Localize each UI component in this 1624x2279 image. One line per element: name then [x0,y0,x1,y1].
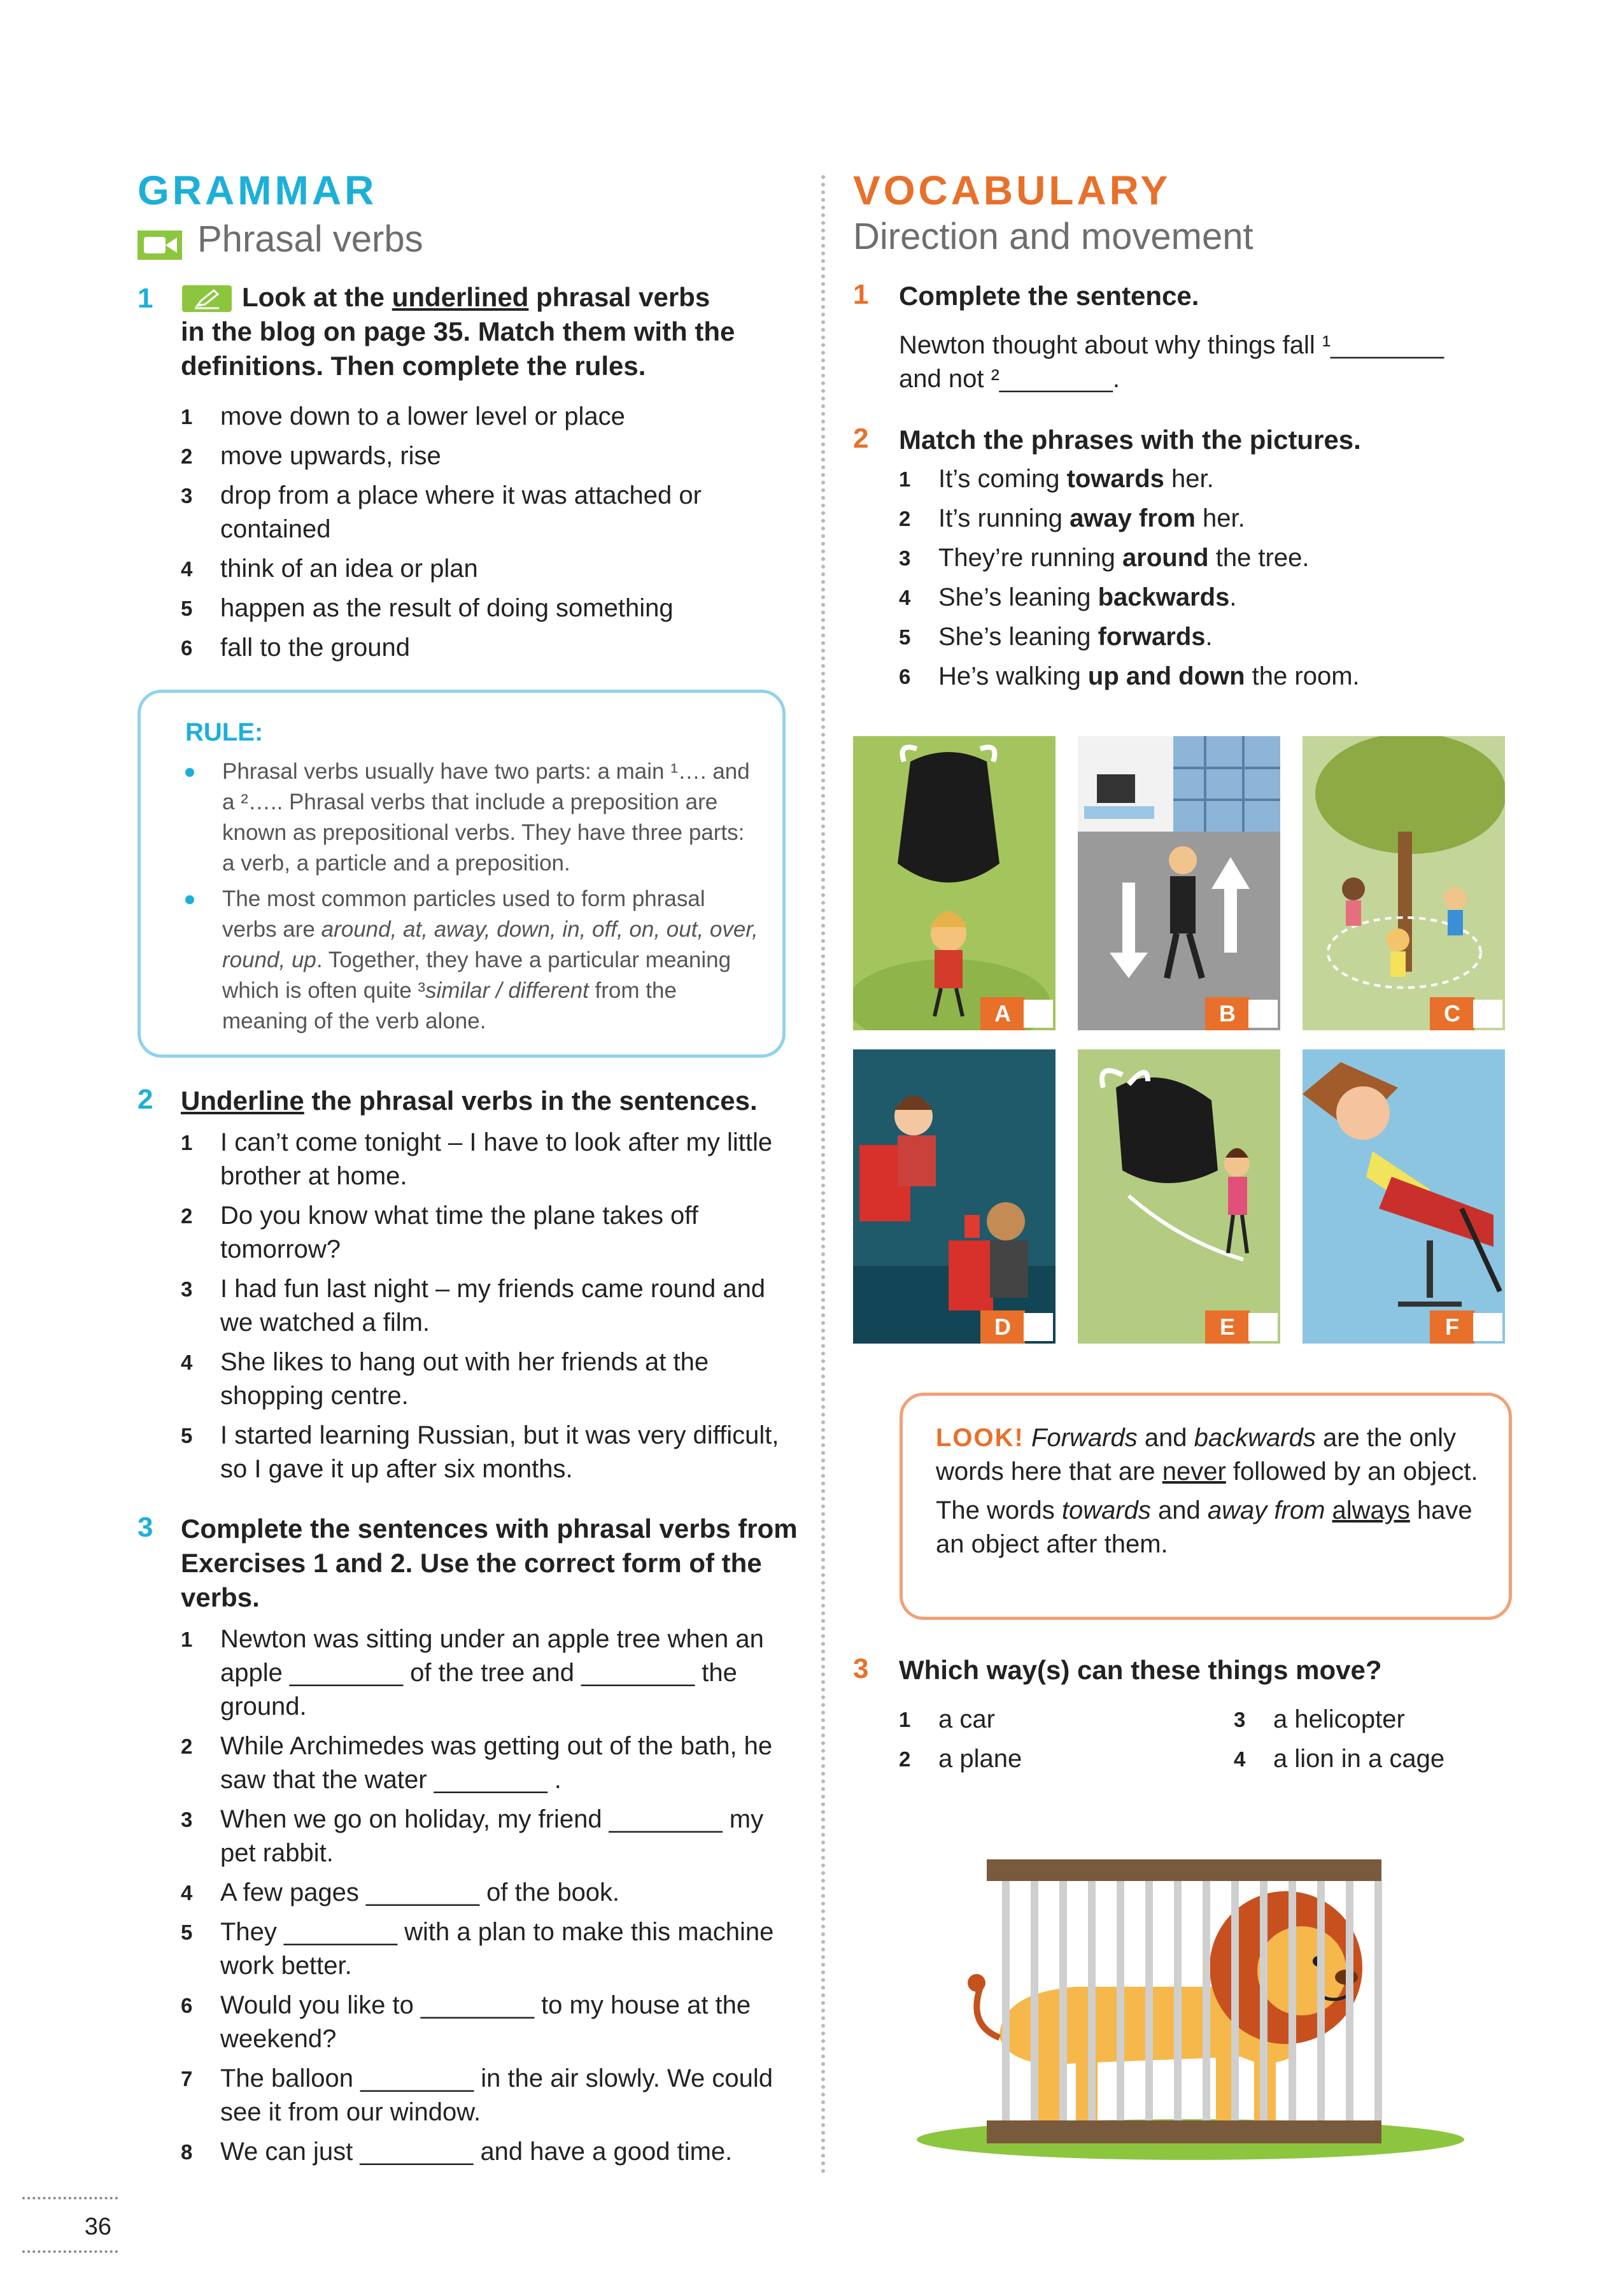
woman-leaning-back-chair-illustration [1303,1049,1505,1344]
grammar-ex1-line3: definitions. Then complete the rules. [181,351,646,381]
grammar-ex3-line3: verbs. [181,1582,260,1612]
list-item: 2 move upwards, rise [181,442,441,470]
list-item: 1 move down to a lower level or place [181,402,625,430]
vocab-ex1-line1: Newton thought about why things fall ¹________ [899,331,1444,359]
list-item: 2 It’s running away from her. [899,504,1245,532]
grammar-ex2-number: 2 [138,1084,153,1115]
vocab-ex1-number: 1 [853,279,869,310]
answer-box[interactable] [1024,1000,1053,1028]
bull-running-away-illustration [1078,1049,1280,1344]
vocab-ex2-list [899,462,1510,699]
grammar-ex3-list [181,1622,779,2175]
grammar-ex3-number: 3 [138,1512,153,1543]
list-item: 4 think of an idea or plan [181,555,478,583]
grammar-ex3-line2: Exercises 1 and 2. Use the correct form of the [181,1548,762,1578]
answer-box[interactable] [1024,1313,1053,1341]
man-walking-room-illustration [1078,736,1280,1030]
picture-f [1303,1049,1505,1344]
vocab-ex3-list-right [1234,1703,1514,1782]
grammar-subtitle: Phrasal verbs [197,218,423,260]
grammar-title: GRAMMAR [138,167,378,213]
grammar-ex1-number: 1 [138,283,153,314]
vocab-ex1-instruction: Complete the sentence. [899,281,1199,311]
list-item: 6 He’s walking up and down the room. [899,662,1360,690]
list-item: 1 I can’t come tonight – I have to look after my little brother at home. [181,1128,773,1190]
list-item: 3 I had fun last night – my friends came round and we watched a film. [181,1275,766,1337]
vocab-ex2-number: 2 [853,423,869,454]
vocab-ex3-instruction: Which way(s) can these things move? [899,1655,1382,1685]
bullet-icon [185,895,194,904]
picture-label: F [1430,1310,1474,1344]
picture-label: E [1205,1310,1250,1344]
list-item: 4 She likes to hang out with her friends at the shopping centre. [181,1348,709,1410]
answer-box[interactable] [1473,1000,1502,1028]
list-item: 3 drop from a place where it was attached or contained [181,481,702,543]
answer-box[interactable] [1473,1313,1502,1341]
rule-label: RULE: [185,718,264,746]
list-item: 3 When we go on holiday, my friend ________ my pet rabbit. [181,1805,764,1867]
cinema-audience-illustration [853,1049,1056,1344]
vocab-ex3-list-left [899,1703,1179,1782]
list-item: 5 They ________ with a plan to make this machine work better. [181,1918,774,1980]
picture-label: B [1205,997,1250,1030]
look-sentence-2: The words towards and away from always have an object after them. [936,1496,1472,1558]
vocabulary-subtitle: Direction and movement [853,216,1253,257]
rule-item: Phrasal verbs usually have two parts: a main ¹…. and a ²….. Phrasal verbs that include a preposition are known as prepositional verbs. They have three parts: a verb, a particle and a preposition. [185,756,758,879]
picture-b [1078,736,1280,1030]
list-item: 6 Would you like to ________ to my house at the weekend? [181,1991,751,2053]
page-number: 36 [84,2213,111,2240]
list-item: 1 a car [899,1705,995,1733]
vocab-ex1-line2: and not ²________. [899,365,1120,393]
list-item: 2 Do you know what time the plane takes off tomorrow? [181,1202,698,1263]
look-box [900,1393,1512,1620]
picture-e [1078,1049,1280,1344]
picture-label: A [980,997,1025,1030]
bullet-icon [185,768,194,777]
vocab-ex3-number: 3 [853,1653,869,1684]
picture-label: C [1430,997,1474,1030]
rule-box [138,690,786,1058]
rule-item: The most common particles used to form phrasal verbs are around, at, away, down, in, off, on, out, over, round, up. Together, they have a particular meaning which is often quite ³similar / different from the meaning of the verb alone. [185,884,758,1037]
list-item: 3 a helicopter [1234,1705,1405,1733]
list-item: 7 The balloon ________ in the air slowly. We could see it from our window. [181,2064,773,2126]
lion-in-cage-illustration [910,1847,1471,2165]
vocab-ex2-instruction: Match the phrases with the pictures. [899,425,1361,455]
vocabulary-title: VOCABULARY [853,167,1171,213]
list-item: 2 While Archimedes was getting out of the bath, he saw that the water ________ . [181,1732,773,1794]
look-text [936,1421,1483,1561]
column-divider [821,175,825,2175]
children-around-tree-illustration [1303,736,1505,1030]
video-icon [138,231,182,260]
picture-c [1303,736,1505,1030]
grammar-ex1-list [181,400,754,671]
grammar-ex1-line1: Look at the underlined phrasal verbs [242,282,710,312]
bull-charging-illustration [853,736,1056,1030]
page-number-box [22,2197,118,2253]
picture-a [853,736,1056,1030]
grammar-ex1-line2: in the blog on page 35. Match them with the [181,316,735,346]
grammar-ex2-instruction: Underline the phrasal verbs in the sentences. [181,1086,758,1116]
rule-list [185,756,758,1042]
list-item: 6 fall to the ground [181,634,410,662]
list-item: 1 It’s coming towards her. [899,465,1214,493]
list-item: 8 We can just ________ and have a good time. [181,2138,733,2166]
list-item: 1 Newton was sitting under an apple tree when an apple ________ of the tree and ________ the ground. [181,1625,764,1721]
answer-box[interactable] [1248,1313,1278,1341]
list-item: 5 I started learning Russian, but it was very difficult, so I gave it up after six months. [181,1421,779,1483]
list-item: 2 a plane [899,1745,1022,1773]
grammar-ex2-list [181,1126,779,1492]
list-item: 4 A few pages ________ of the book. [181,1878,620,1906]
look-sentence-1: LOOK! Forwards and backwards are the only words here that are never followed by an object. [936,1424,1478,1486]
list-item: 5 happen as the result of doing something [181,594,674,622]
list-item: 4 She’s leaning backwards. [899,583,1237,611]
list-item: 5 She’s leaning forwards. [899,623,1213,651]
picture-d [853,1049,1056,1344]
answer-box[interactable] [1248,1000,1278,1028]
pencil-icon [182,285,232,312]
list-item: 4 a lion in a cage [1234,1745,1445,1773]
list-item: 3 They’re running around the tree. [899,544,1310,572]
picture-label: D [980,1310,1025,1344]
grammar-ex3-line1: Complete the sentences with phrasal verbs from [181,1514,798,1544]
